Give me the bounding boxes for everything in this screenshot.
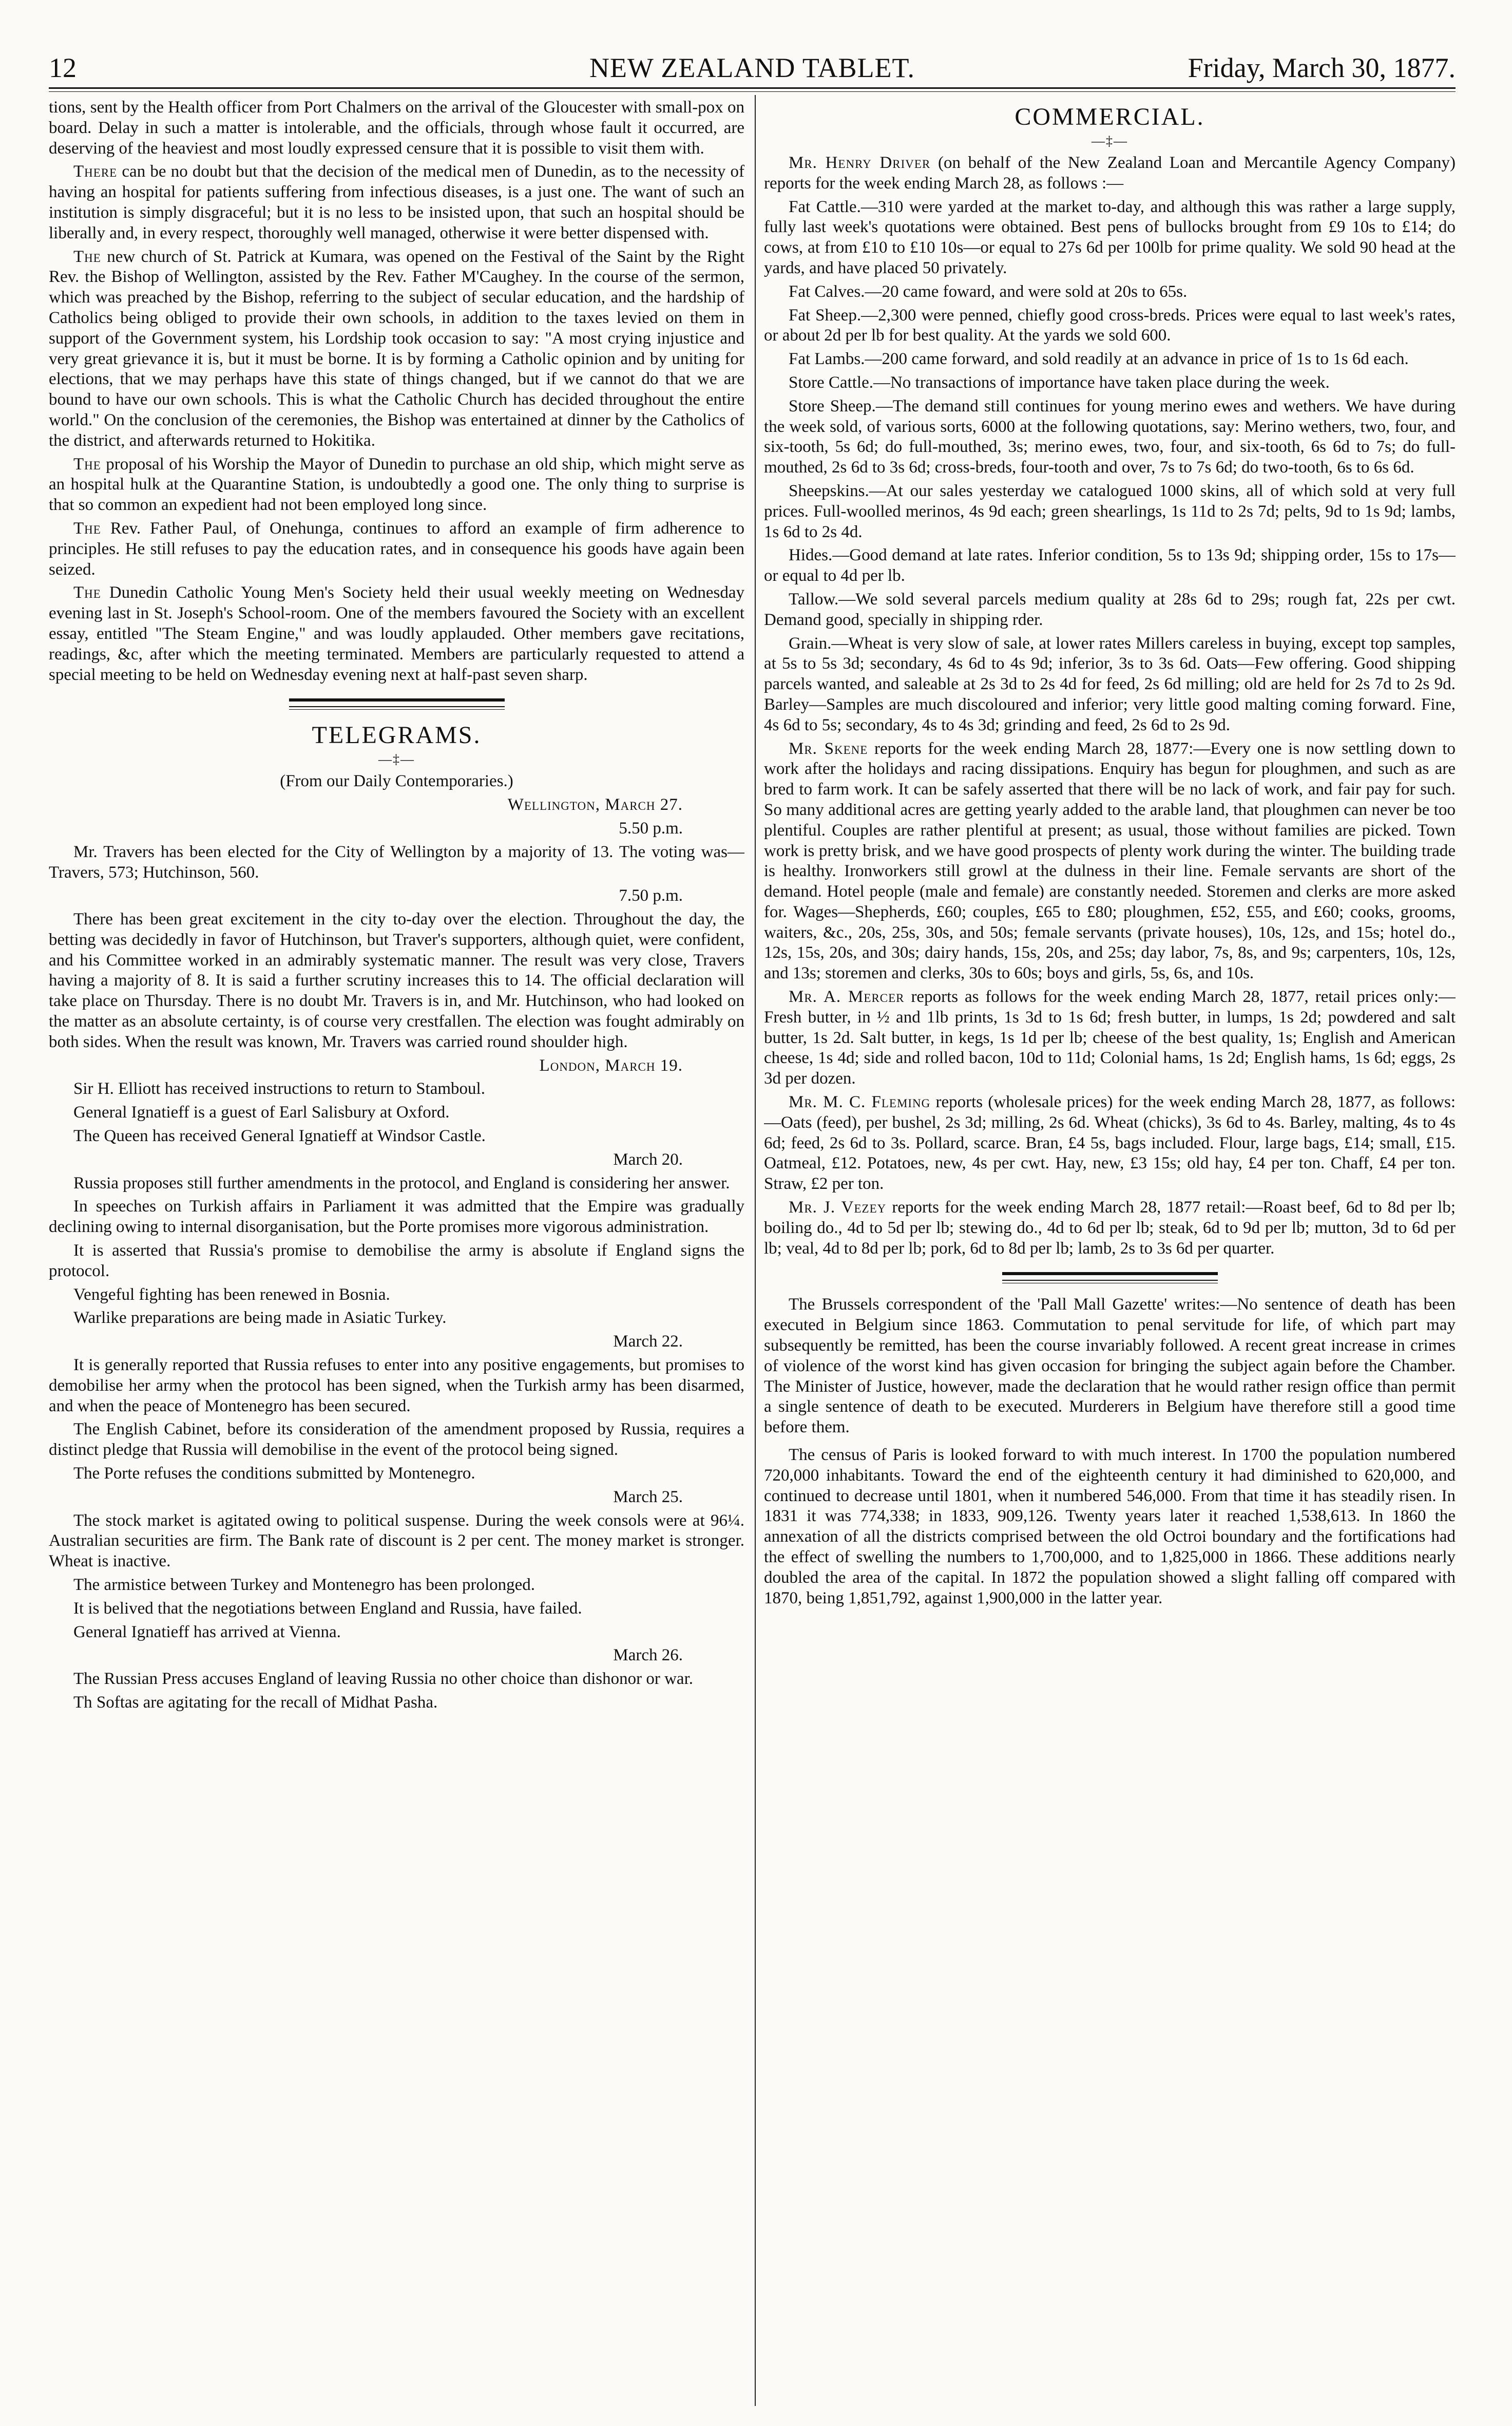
commercial-paragraph: Store Cattle.—No transactions of importance have taken place during the week. [789,373,1330,392]
article-paragraph: The census of Paris is looked forward to with much interest. In 1700 the population numbered 720,000 inhabitants. Toward the end of the eighteenth century it had diminished to 620,000, and continued to decrease until 1801, when it numbered 546,000. From that time it has steadily risen. In 1831 it was 774,338; in 1833, 909,126. Twenty years later it reached 1,538,613. In 1860 the annexation of all the districts comprised between the old Octroi boundary and the fortifications had the effect of swelling the numbers to 1,700,000, and to 1,825,000 in 1866. These additions nearly doubled the area of the capital. In 1872 the population showed a slight falling off compared with 1870, being 1,851,792, against 1,900,000 in the latter year. [764,1446,1456,1607]
telegram-paragraph: General Ignatieff is a guest of Earl Salisbury at Oxford. [73,1103,450,1122]
article-paragraph: The Dunedin Catholic Young Men's Society held their usual weekly meeting on Wednesday evening last in St. Joseph's School-room. One of the members favoured the Society with an excellent essay, entitled "The Steam Engine," and was loudly applauded. Other members gave recitations, readings, &c, after which the meeting terminated. Members are particularly requested to attend a special meeting to be held on Wednesday evening next at half-past seven sharp. [49,583,744,684]
commercial-paragraph: Mr. Henry Driver (on behalf of the New Zealand Loan and Mercantile Agency Company) reports for the week ending March 28, as follows :— [764,154,1456,193]
commercial-heading: COMMERCIAL. [1015,103,1205,130]
section-rule [1002,1272,1218,1281]
dateline: Wellington, March 27. [507,795,683,814]
commercial-paragraph: Fat Cattle.—310 were yarded at the market to-day, and although this was rather a large supply, fully last week's quotations were obtained. Best pens of bullocks brought from £9 10s to £14; do cows, at from £10 to £10 10s—or equal to 27s 6d per 100lb for prime quality. We sold 90 head at the yards, and have placed 50 privately. [764,197,1456,277]
telegram-paragraph: There has been great excitement in the city to-day over the election. Throughout the day, the betting was decidedly in favor of Hutchinson, but Traver's supporters, although quiet, were confident, and his Committee worked in an admirably systematic manner. The result was very close, Travers having a majority of 8. It is said a further scrutiny increases this to 14. The official declaration will take place on Thursday. There is no doubt Mr. Travers is in, and Mr. Hutchinson, who had looked on the matter as an absolute certainty, is of course very crestfallen. The election was fought admirably on both sides. When the result was known, Mr. Travers was carried round shoulder high. [49,910,744,1051]
right-column [764,98,1456,2414]
telegram-paragraph: Russia proposes still further amendments in the protocol, and England is considering her answer. [73,1173,730,1192]
telegram-paragraph: Sir H. Elliott has received instructions to return to Stamboul. [73,1079,485,1098]
telegram-paragraph: It is belived that the negotiations between England and Russia, have failed. [73,1599,582,1618]
commercial-paragraph: Sheepskins.—At our sales yesterday we catalogued 1000 skins, all of which sold at very full prices. Full-woolled merinos, 4s 9d each; green shearlings, 1s 11d to 2s 7d; pelts, 9d to 1s 9d; lambs, 1s 6d to 2s 4d. [764,481,1456,541]
telegram-paragraph: Vengeful fighting has been renewed in Bosnia. [73,1285,390,1304]
commercial-paragraph: Hides.—Good demand at late rates. Inferior condition, 5s to 13s 9d; shipping order, 15s to 17s—or equal to 4d per lb. [764,546,1456,585]
ornament: —‡— [378,752,415,767]
telegram-paragraph: Mr. Travers has been elected for the City of Wellington by a majority of 13. The voting was—Travers, 573; Hutchinson, 560. [49,842,744,882]
masthead-rule [49,87,1456,89]
commercial-paragraph: Fat Sheep.—2,300 were penned, chiefly good cross-breds. Prices were equal to last week's rates, or about 2d per lb for best quality. At the yards we sold 600. [764,306,1456,345]
telegram-paragraph: The Porte refuses the conditions submitted by Montenegro. [73,1464,475,1483]
article-paragraph: The proposal of his Worship the Mayor of Dunedin to purchase an old ship, which might serve as an hospital hulk at the Quarantine Station, is undoubtedly a good one. The only thing to surprise is that so common an expedient had not been employed long since. [49,454,744,515]
telegram-paragraph: The Russian Press accuses England of leaving Russia no other choice than dishonor or war. [73,1670,693,1689]
telegram-paragraph: Warlike preparations are being made in Asiatic Turkey. [73,1309,447,1328]
column-divider [755,95,756,2406]
dateline: March 20. [613,1150,683,1169]
issue-date: Friday, March 30, 1877. [1188,52,1456,83]
commercial-paragraph: Fat Lambs.—200 came forward, and sold readily at an advance in price of 1s to 1s 6d each. [789,350,1409,369]
commercial-paragraph: Grain.—Wheat is very slow of sale, at lower rates Millers careless in buying, except top samples, at 5s to 5s 3d; secondary, 4s 6d to 4s 9d; inferior, 3s to 3s 6d. Oats—Few offering. Good shipping parcels wanted, and saleable at 2s 3d to 2s 4d for feed, 2s 6d milling; old are held for 2s 7d to 2s 9d. Barley—Samples are much discoloured and inferior; very little good malting coming forward. Fine, 4s 6d to 5s; secondary, 4s to 4s 3d; grinding and feed, 2s 6d to 2s 9d. [764,634,1456,734]
page-number: 12 [49,52,76,83]
dateline: London, March 19. [539,1056,683,1075]
masthead-rule-thin [49,91,1456,92]
dateline: March 22. [613,1332,683,1351]
section-rule-thin [289,709,505,710]
telegram-paragraph: Th Softas are agitating for the recall of Midhat Pasha. [73,1693,438,1712]
section-rule [289,698,505,707]
telegram-paragraph: The English Cabinet, before its consideration of the amendment proposed by Russia, requires a distinct pledge that Russia will demobilise in the event of the protocol being signed. [49,1420,744,1460]
article-paragraph: The Rev. Father Paul, of Onehunga, continues to afford an example of firm adherence to principles. He still refuses to pay the education rates, and in consequence his goods have again been seized. [49,519,744,579]
newspaper-title: NEW ZEALAND TABLET. [589,52,915,83]
article-paragraph: tions, sent by the Health officer from Port Chalmers on the arrival of the Gloucester with small-pox on board. Delay in such a matter is intolerable, and the officials, through whose fault it occurred, are deserving of the heaviest and most loudly expressed censure that it is possible to visit them with. [49,98,744,158]
dateline: March 25. [613,1487,683,1506]
dateline-time: 5.50 p.m. [619,819,683,838]
telegram-paragraph: The Queen has received General Ignatieff at Windsor Castle. [73,1127,486,1146]
left-column [49,98,744,2414]
telegram-paragraph: In speeches on Turkish affairs in Parliament it was admitted that the Empire was gradually declining owing to internal disorganisation, but the Porte promises more vigorous administration. [49,1197,744,1237]
telegram-paragraph: The armistice between Turkey and Montenegro has been prolonged. [73,1576,535,1594]
telegram-paragraph: The stock market is agitated owing to political suspense. During the week consols were at 96¼. Australian securities are firm. The Bank rate of discount is 2 per cent. The money market is stronger. Wheat is inactive. [49,1511,744,1571]
telegram-paragraph: It is asserted that Russia's promise to demobilise the army is absolute if England signs the protocol. [49,1241,744,1280]
commercial-paragraph: Fat Calves.—20 came foward, and were sold at 20s to 65s. [789,282,1188,301]
commercial-paragraph: Tallow.—We sold several parcels medium quality at 28s 6d to 29s; rough fat, 22s per cwt. Demand good, specially in shipping rder. [764,590,1456,629]
article-paragraph: There can be no doubt but that the decision of the medical men of Dunedin, as to the necessity of having an hospital for patients suffering from infectious diseases, is a just one. The want of such an institution is simply disgraceful; but it is no less to be insisted upon, that such an hospital should be liberally and, in every respect, thoroughly well managed, otherwise it were better dispensed with. [49,162,744,242]
masthead [49,47,1456,88]
article-paragraph: The new church of St. Patrick at Kumara, was opened on the Festival of the Saint by the Right Rev. the Bishop of Wellington, assisted by the Rev. Father M'Caughey. In the course of the sermon, which was preached by the Bishop, referring to the subject of secular education, and the hardship of Catholics being obliged to provide their own schools, in addition to the taxes levied on them in support of the Government system, his Lordship took occasion to say: "A most crying injustice and very great grievance it is, but it must be borne. It is by forming a Catholic opinion and by uniting for elections, that we may perhaps have this state of things changed, but if we cannot do that we are bound to have our own schools. This is what the Catholic Church has decided throughout the entire world." On the conclusion of the ceremonies, the Bishop was entertained at dinner by the Catholics of the district, and afterwards returned to Hokitika. [49,247,744,450]
commercial-paragraph: Store Sheep.—The demand still continues for young merino ewes and wethers. We have during the week sold, of various sorts, 6000 at the following quotations, say: Merino wethers, two, four, and six-tooth, 5s 6d; do full-mouthed, 3s; merino ewes, two, four, and six-tooth, 6s 6d to 7s; do full-mouthed, 2s 6d to 3s 6d; cross-breds, four-tooth and over, 7s to 7s 6d; do two-tooth, 6s to 6s 6d. [764,396,1456,477]
telegrams-heading: TELEGRAMS. [312,722,482,749]
dateline: March 26. [613,1646,683,1665]
commercial-paragraph: Mr. A. Mercer reports as follows for the week ending March 28, 1877, retail prices only:—Fresh butter, in ½ and 1lb prints, 1s 3d to 1s 6d; fresh butter, in lumps, 1s 2d; powdered and salt butter, 1s 2d. Salt butter, in kegs, 1s 1d per lb; cheese of the best quality, 1s; English and American cheese, 1s 4d; side and rolled bacon, 10d to 11d; Colonial hams, 1s 2d; English hams, 1s 6d; eggs, 2s 3d per dozen. [764,988,1456,1088]
dateline-time: 7.50 p.m. [619,886,683,905]
commercial-paragraph: Mr. J. Vezey reports for the week ending March 28, 1877 retail:—Roast beef, 6d to 8d per lb; boiling do., 4d to 5d per lb; stewing do., 4d to 6d per lb; steak, 6d to 9d per lb; mutton, 3d to 6d per lb; veal, 4d to 8d per lb; pork, 6d to 8d per lb; lamb, 2s to 3s 6d per quarter. [764,1198,1456,1258]
commercial-paragraph: Mr. M. C. Fleming reports (wholesale prices) for the week ending March 28, 1877, as follows:—Oats (feed), per bushel, 2s 3d; milling, 2s 6d. Wheat (chicks), 3s 6d to 4s. Barley, malting, 4s to 4s 6d; feed, 2s 6d to 3s. Pollard, scarce. Bran, £4 5s, bags included. Flour, large bags, £14; small, £15. Oatmeal, £12. Potatoes, new, 4s per cwt. Hay, new, £3 15s; old hay, £4 per ton. Chaff, £4 per ton. Straw, £2 per ton. [764,1093,1456,1193]
article-paragraph: The Brussels correspondent of the 'Pall Mall Gazette' writes:—No sentence of death has been executed in Belgium since 1863. Commutation to penal servitude for life, of which part may subsequently be remitted, has been the course invariably followed. A recent great increase in crimes of violence of the worst kind has given occasion for bringing the subject again before the Chamber. The Minister of Justice, however, made the declaration that he would rather resign office than permit a single sentence of death to be executed. Murderers in Belgium have therefore still a good time before them. [764,1295,1456,1437]
ornament: —‡— [1092,134,1128,148]
telegram-paragraph: It is generally reported that Russia refuses to enter into any positive engagements, but promises to demobilise her army when the protocol has been signed, when the Turkish army has been disarmed, and when the peace of Montenegro has been secured. [49,1356,744,1415]
telegram-paragraph: General Ignatieff has arrived at Vienna. [73,1622,341,1641]
commercial-paragraph: Mr. Skene reports for the week ending March 28, 1877:—Every one is now settling down to work after the holidays and racing dissipations. Enquiry has begun for ploughmen, and such as are bred to farm work. It can be safely asserted that there will be no lack of work, and fair pay for such. So many additional acres are getting yearly added to the arable land, that ploughmen can never be too plentiful. Couples are rather plentiful at present; as usual, those without families are picked. Town work is pretty brisk, and we have good prospects of plenty work during the winter. The building trade is healthy. Ironworkers still growl at the dulness in their line. Female servants are short of the demand. Hotel people (male and female) are constantly needed. Storemen and clerks are more asked for. Wages—Shepherds, £60; couples, £65 to £80; ploughmen, £52, £55, and £60; cooks, grooms, waiters, &c., 20s, 25s, 30s, and 50s; female servants (private houses), 10s, 12s, and 15s; hotel do., 12s, 15s, 20s, and 30s; dairy hands, 15s, 20s, and 25s; day labor, 7s, 8s, and 9s; carpenters, 10s, 12s, and 13s; storemen and clerks, 30s to 60s; boys and girls, 5s, 6s, and 10s. [764,739,1456,983]
telegrams-source: (From our Daily Contemporaries.) [280,772,513,791]
